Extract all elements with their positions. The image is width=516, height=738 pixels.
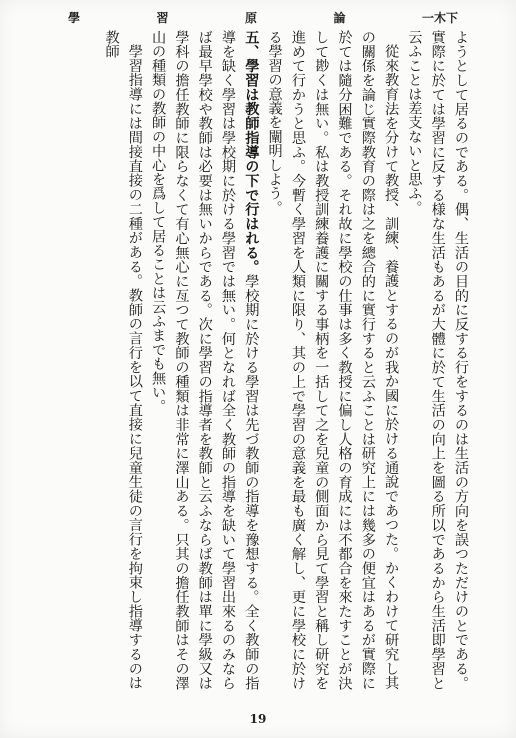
- paragraph-3: [146, 30, 262, 690]
- header-char-4: 論: [333, 10, 346, 25]
- section-heading: 五、學習は教師指導の下で行はれる。: [243, 30, 260, 274]
- page-number: 19: [249, 712, 267, 726]
- paragraph-3-text: 學校期に於ける學習は先づ教師の指導を豫想する。全く教師の指導を缺く學習は學校期に於ける學習では無い。何となれば全く教師の指導を缺いて學習出來るのみならば最早學校や教師は必要は無いからである。次に學習の指導者を教師と云ふならば教師は單に學級又は學科の擔任教師に限らなくて有心無心に亙つて教師の種類は非常に澤山ある。只其の擔任教師はその澤山の種類の教師の中心を爲して居ることは云ふまでも無い。: [150, 30, 260, 690]
- header-char-3: 原: [244, 10, 257, 25]
- paragraph-4-text: 學習指導には間接直接の二種がある。教師の言行を以て直接に兒童生徒の言行を拘束し指導するのは教師: [103, 30, 143, 690]
- header-char-2: 習: [156, 10, 169, 25]
- header-char-1: 學: [67, 10, 80, 25]
- paragraph-4: [99, 30, 146, 690]
- paragraph-2: [262, 30, 402, 690]
- paragraph-1-text: ようとして居るのである。偶、生活の目的に反する行をするのは生活の方向を誤つただけのとである。實際に於ては學習に反する様な生活もあるが大體に於て生活の向上を圖る所以であるから生活即學習と云ふことは差支ないと思ふ。: [406, 30, 469, 690]
- paragraph-2-text: 從來教育法を分けて教授、訓練、養護とするのが我か國に於ける通說であつた。かくわけて研究し其の關係を論じ實際教育の際は之を總合的に實行すると云ふことは研究上には幾多の便宜はあるが實際に於ては隨分困難である。それ故に學校の仕事は多く教授に偏し人格の育成には不都合を來たすことが決して尠くは無い。私は教授訓練養護に關する事柄を一括して之を兒童の側面から見て學習と稱し研究を進めて行かうと思ふ。今暫く學習を人類に限り、其の上で學習の意義を最も廣く解し、更に學校に於ける學習の意義を闡明しよう。: [266, 30, 400, 690]
- paragraph-1: [402, 30, 472, 690]
- header-author: 一木下: [421, 10, 458, 25]
- vertical-body-text: [52, 30, 472, 690]
- running-header: [62, 6, 464, 28]
